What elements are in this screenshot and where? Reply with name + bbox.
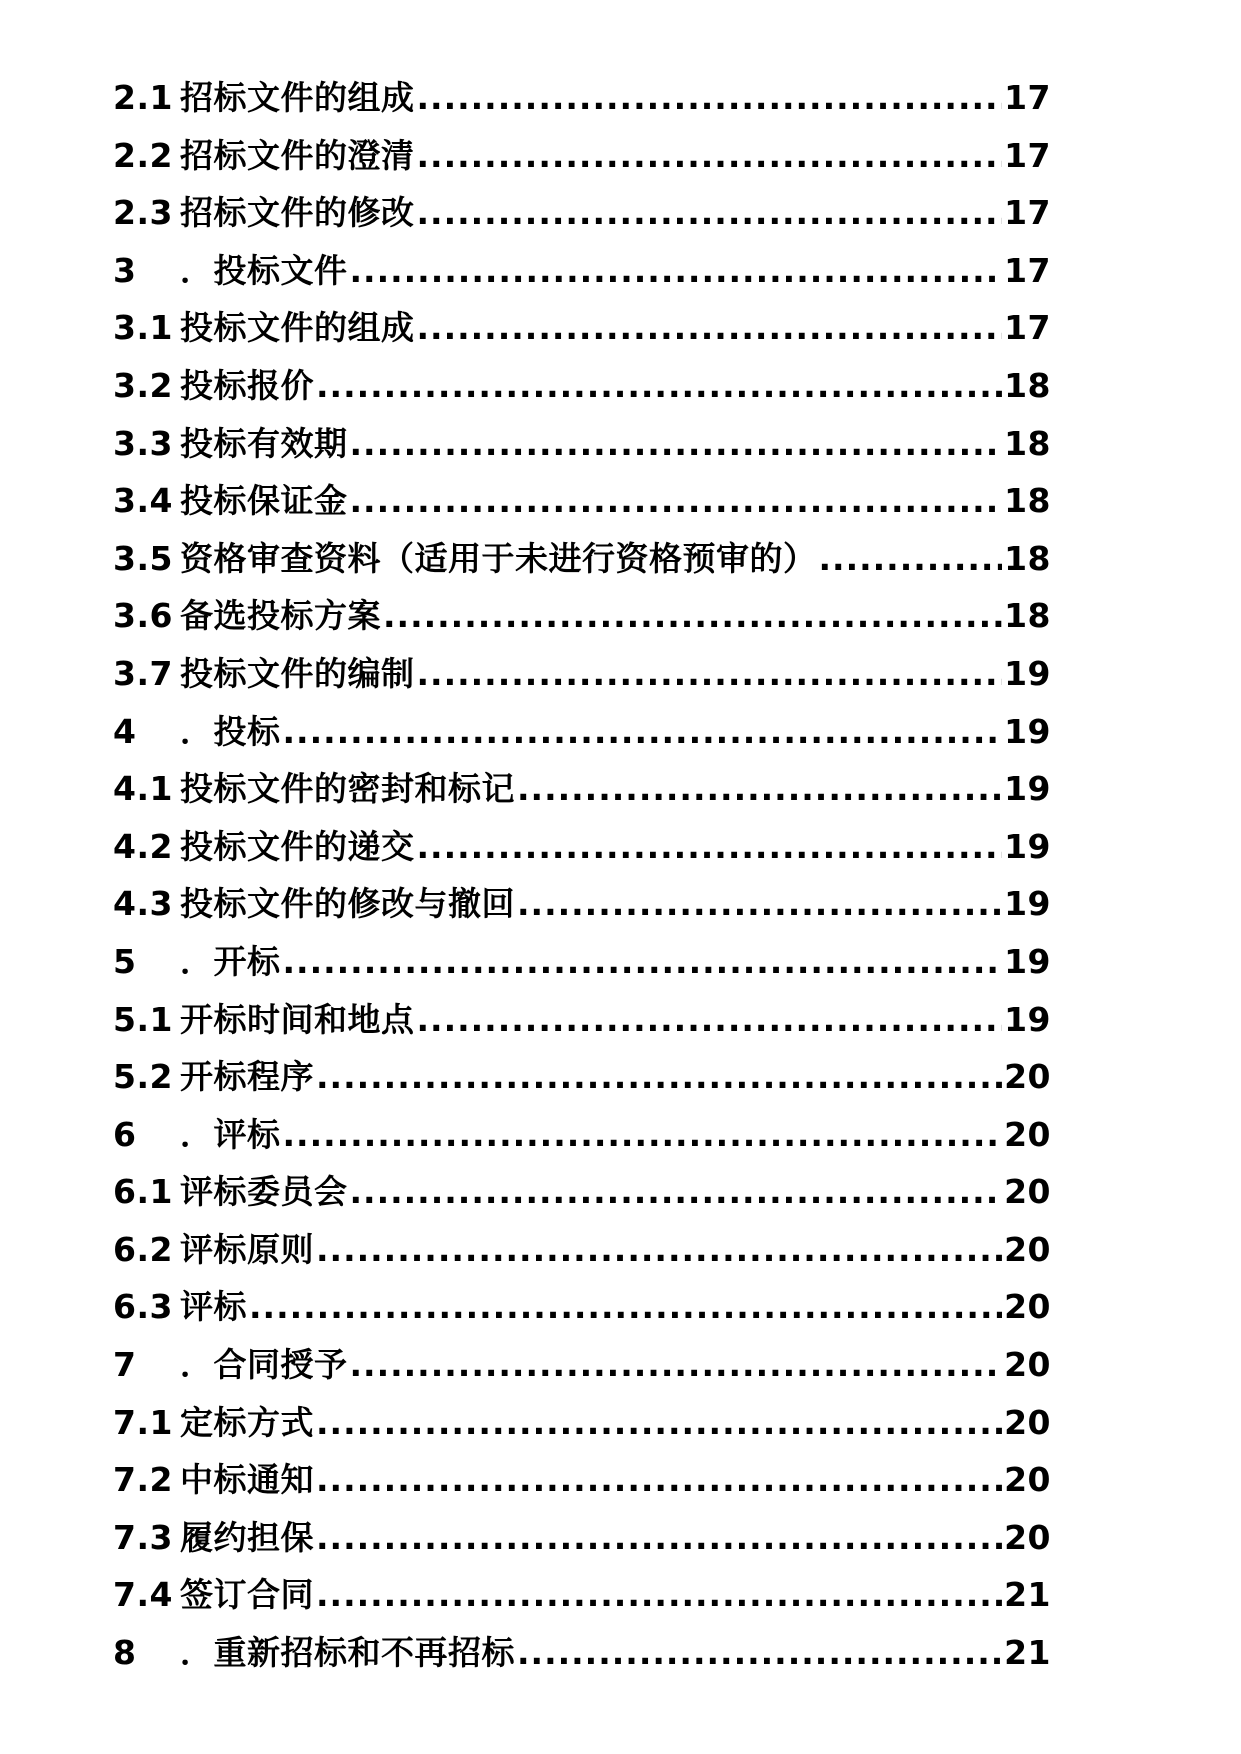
toc-entry-title: 中标通知 bbox=[180, 1460, 314, 1500]
toc-entry-number: 4.3 bbox=[113, 884, 173, 924]
toc-entry-number: 6.2 bbox=[113, 1229, 173, 1269]
toc-entry[interactable] bbox=[113, 1339, 1051, 1397]
toc-entry-title: 投标报价 bbox=[180, 365, 314, 405]
dot-leader bbox=[417, 136, 1003, 175]
toc-entry-number: 7 bbox=[113, 1345, 137, 1385]
toc-entry[interactable] bbox=[113, 1166, 1051, 1224]
toc-entry-number: 6.1 bbox=[113, 1172, 173, 1212]
toc-entry[interactable] bbox=[113, 1051, 1051, 1109]
toc-entry-page: 18 bbox=[1004, 365, 1051, 405]
toc-entry-title: 投标文件的密封和标记 bbox=[180, 769, 515, 809]
toc-entry-page: 20 bbox=[1004, 1287, 1051, 1327]
toc-entry-page: 20 bbox=[1004, 1172, 1051, 1212]
toc-entry-number: 3.6 bbox=[113, 596, 173, 636]
toc-entry-title: 资格审查资料（适用于未进行资格预审的） bbox=[180, 538, 817, 578]
toc-entry[interactable] bbox=[113, 936, 1051, 994]
toc-entry-title: ．开标 bbox=[180, 941, 281, 981]
dot-leader bbox=[316, 1575, 1002, 1614]
toc-entry-number: 4 bbox=[113, 711, 137, 751]
dot-leader bbox=[316, 1403, 1002, 1442]
toc-entry-number: 8 bbox=[113, 1633, 137, 1673]
dot-leader bbox=[417, 193, 1003, 232]
toc-entry-page: 18 bbox=[1004, 481, 1051, 521]
toc-entry-page: 21 bbox=[1004, 1633, 1051, 1673]
toc-entry-number: 7.1 bbox=[113, 1402, 173, 1442]
toc-entry-title: ．合同授予 bbox=[180, 1345, 348, 1385]
toc-entry-title: 签订合同 bbox=[180, 1575, 314, 1615]
toc-entry-title: 投标文件的递交 bbox=[180, 826, 415, 866]
dot-leader bbox=[417, 308, 1003, 347]
toc-entry-title: ．投标 bbox=[180, 711, 281, 751]
toc-entry[interactable] bbox=[113, 994, 1051, 1052]
toc-entry-number: 6.3 bbox=[113, 1287, 173, 1327]
toc-entry-number: 3.4 bbox=[113, 481, 173, 521]
toc-entry-page: 19 bbox=[1004, 884, 1051, 924]
dot-leader bbox=[316, 1518, 1002, 1557]
toc-entry-number: 5.1 bbox=[113, 999, 173, 1039]
dot-leader bbox=[283, 1115, 1003, 1154]
toc-entry-title: 招标文件的澄清 bbox=[180, 135, 415, 175]
toc-entry[interactable] bbox=[113, 1627, 1051, 1685]
toc-entry-page: 19 bbox=[1004, 941, 1051, 981]
toc-entry-number: 3.5 bbox=[113, 538, 173, 578]
toc-entry-title: 招标文件的组成 bbox=[180, 78, 415, 117]
toc-entry-number: 4.1 bbox=[113, 769, 173, 809]
toc-entry[interactable] bbox=[113, 878, 1051, 936]
toc-entry-number: 2.1 bbox=[113, 78, 173, 117]
toc-entry[interactable] bbox=[113, 245, 1051, 303]
toc-entry-title: 投标文件的编制 bbox=[180, 653, 415, 693]
toc-entry-page: 19 bbox=[1004, 653, 1051, 693]
toc-entry-title: 投标有效期 bbox=[180, 423, 348, 463]
toc-entry-title: 开标程序 bbox=[180, 1057, 314, 1097]
toc-entry-number: 3.2 bbox=[113, 365, 173, 405]
toc-entry[interactable] bbox=[113, 1397, 1051, 1455]
toc-entry-page: 19 bbox=[1004, 711, 1051, 751]
toc-entry-number: 5 bbox=[113, 941, 137, 981]
toc-entry-page: 19 bbox=[1004, 999, 1051, 1039]
toc-entry[interactable] bbox=[113, 533, 1051, 591]
toc-entry-page: 17 bbox=[1004, 250, 1051, 290]
toc-entry-title: 评标原则 bbox=[180, 1229, 314, 1269]
dot-leader bbox=[350, 251, 1003, 290]
toc-entry-number: 7.3 bbox=[113, 1517, 173, 1557]
toc-entry-page: 20 bbox=[1004, 1114, 1051, 1154]
toc-entry-number: 3 bbox=[113, 250, 137, 290]
toc-entry-page: 18 bbox=[1004, 538, 1051, 578]
toc-entry[interactable] bbox=[113, 187, 1051, 245]
dot-leader bbox=[517, 1633, 1002, 1672]
dot-leader bbox=[316, 1460, 1002, 1499]
dot-leader bbox=[517, 769, 1002, 808]
toc-entry-title: ．评标 bbox=[180, 1114, 281, 1154]
toc-entry-page: 19 bbox=[1004, 769, 1051, 809]
dot-leader bbox=[417, 78, 1003, 117]
toc-entry-number: 3.7 bbox=[113, 653, 173, 693]
dot-leader bbox=[350, 1345, 1003, 1384]
toc-entry-title: ．投标文件 bbox=[180, 250, 348, 290]
toc-entry-number: 2.2 bbox=[113, 135, 173, 175]
dot-leader bbox=[417, 654, 1003, 693]
toc-entry-title: 评标委员会 bbox=[180, 1172, 348, 1212]
toc-entry-number: 5.2 bbox=[113, 1057, 173, 1097]
toc-entry[interactable] bbox=[113, 130, 1051, 188]
toc-entry-page: 17 bbox=[1004, 308, 1051, 348]
toc-entry-page: 19 bbox=[1004, 826, 1051, 866]
dot-leader bbox=[283, 942, 1003, 981]
toc-entry[interactable] bbox=[113, 706, 1051, 764]
toc-entry-title: 备选投标方案 bbox=[180, 596, 381, 636]
toc-entry-page: 20 bbox=[1004, 1229, 1051, 1269]
toc-entry-page: 18 bbox=[1004, 596, 1051, 636]
toc-entry[interactable] bbox=[113, 1512, 1051, 1570]
toc-entry-page: 20 bbox=[1004, 1345, 1051, 1385]
dot-leader bbox=[383, 596, 1002, 635]
table-of-contents bbox=[113, 72, 1051, 1685]
toc-entry-page: 17 bbox=[1004, 78, 1051, 117]
toc-entry[interactable] bbox=[113, 360, 1051, 418]
toc-entry-page: 20 bbox=[1004, 1517, 1051, 1557]
toc-entry[interactable] bbox=[113, 72, 1051, 130]
dot-leader bbox=[283, 712, 1003, 751]
toc-entry[interactable] bbox=[113, 302, 1051, 360]
dot-leader bbox=[350, 424, 1003, 463]
toc-entry-title: 定标方式 bbox=[180, 1402, 314, 1442]
dot-leader bbox=[249, 1287, 1002, 1326]
toc-entry[interactable] bbox=[113, 1569, 1051, 1627]
toc-entry[interactable] bbox=[113, 475, 1051, 533]
toc-entry-number: 7.4 bbox=[113, 1575, 173, 1615]
dot-leader bbox=[316, 1230, 1002, 1269]
toc-entry-number: 7.2 bbox=[113, 1460, 173, 1500]
toc-entry[interactable] bbox=[113, 1109, 1051, 1167]
toc-entry-number: 2.3 bbox=[113, 193, 173, 233]
toc-entry[interactable] bbox=[113, 648, 1051, 706]
dot-leader bbox=[316, 366, 1002, 405]
toc-entry-title: 履约担保 bbox=[180, 1517, 314, 1557]
toc-entry-title: 投标文件的组成 bbox=[180, 308, 415, 348]
toc-entry[interactable] bbox=[113, 763, 1051, 821]
toc-entry-title: 招标文件的修改 bbox=[180, 193, 415, 233]
toc-entry-page: 20 bbox=[1004, 1057, 1051, 1097]
dot-leader bbox=[417, 1000, 1003, 1039]
dot-leader bbox=[517, 884, 1002, 923]
toc-entry-page: 20 bbox=[1004, 1402, 1051, 1442]
toc-entry-title: 投标保证金 bbox=[180, 481, 348, 521]
dot-leader bbox=[819, 539, 1003, 578]
toc-entry-number: 3.1 bbox=[113, 308, 173, 348]
toc-entry-page: 18 bbox=[1004, 423, 1051, 463]
toc-entry-number: 6 bbox=[113, 1114, 137, 1154]
toc-entry-number: 4.2 bbox=[113, 826, 173, 866]
toc-entry-number: 3.3 bbox=[113, 423, 173, 463]
toc-entry[interactable] bbox=[113, 1454, 1051, 1512]
dot-leader bbox=[350, 481, 1003, 520]
toc-entry-title: 投标文件的修改与撤回 bbox=[180, 884, 515, 924]
toc-entry[interactable] bbox=[113, 418, 1051, 476]
toc-entry-page: 21 bbox=[1004, 1575, 1051, 1615]
toc-entry-page: 17 bbox=[1004, 135, 1051, 175]
toc-entry[interactable] bbox=[113, 1224, 1051, 1282]
dot-leader bbox=[350, 1172, 1003, 1211]
toc-entry[interactable] bbox=[113, 1281, 1051, 1339]
toc-entry[interactable] bbox=[113, 821, 1051, 879]
toc-entry-title: 评标 bbox=[180, 1287, 247, 1327]
toc-entry-title: 开标时间和地点 bbox=[180, 999, 415, 1039]
toc-entry[interactable] bbox=[113, 590, 1051, 648]
dot-leader bbox=[316, 1057, 1002, 1096]
toc-entry-page: 20 bbox=[1004, 1460, 1051, 1500]
dot-leader bbox=[417, 827, 1003, 866]
toc-entry-page: 17 bbox=[1004, 193, 1051, 233]
toc-entry-title: ．重新招标和不再招标 bbox=[180, 1633, 515, 1673]
